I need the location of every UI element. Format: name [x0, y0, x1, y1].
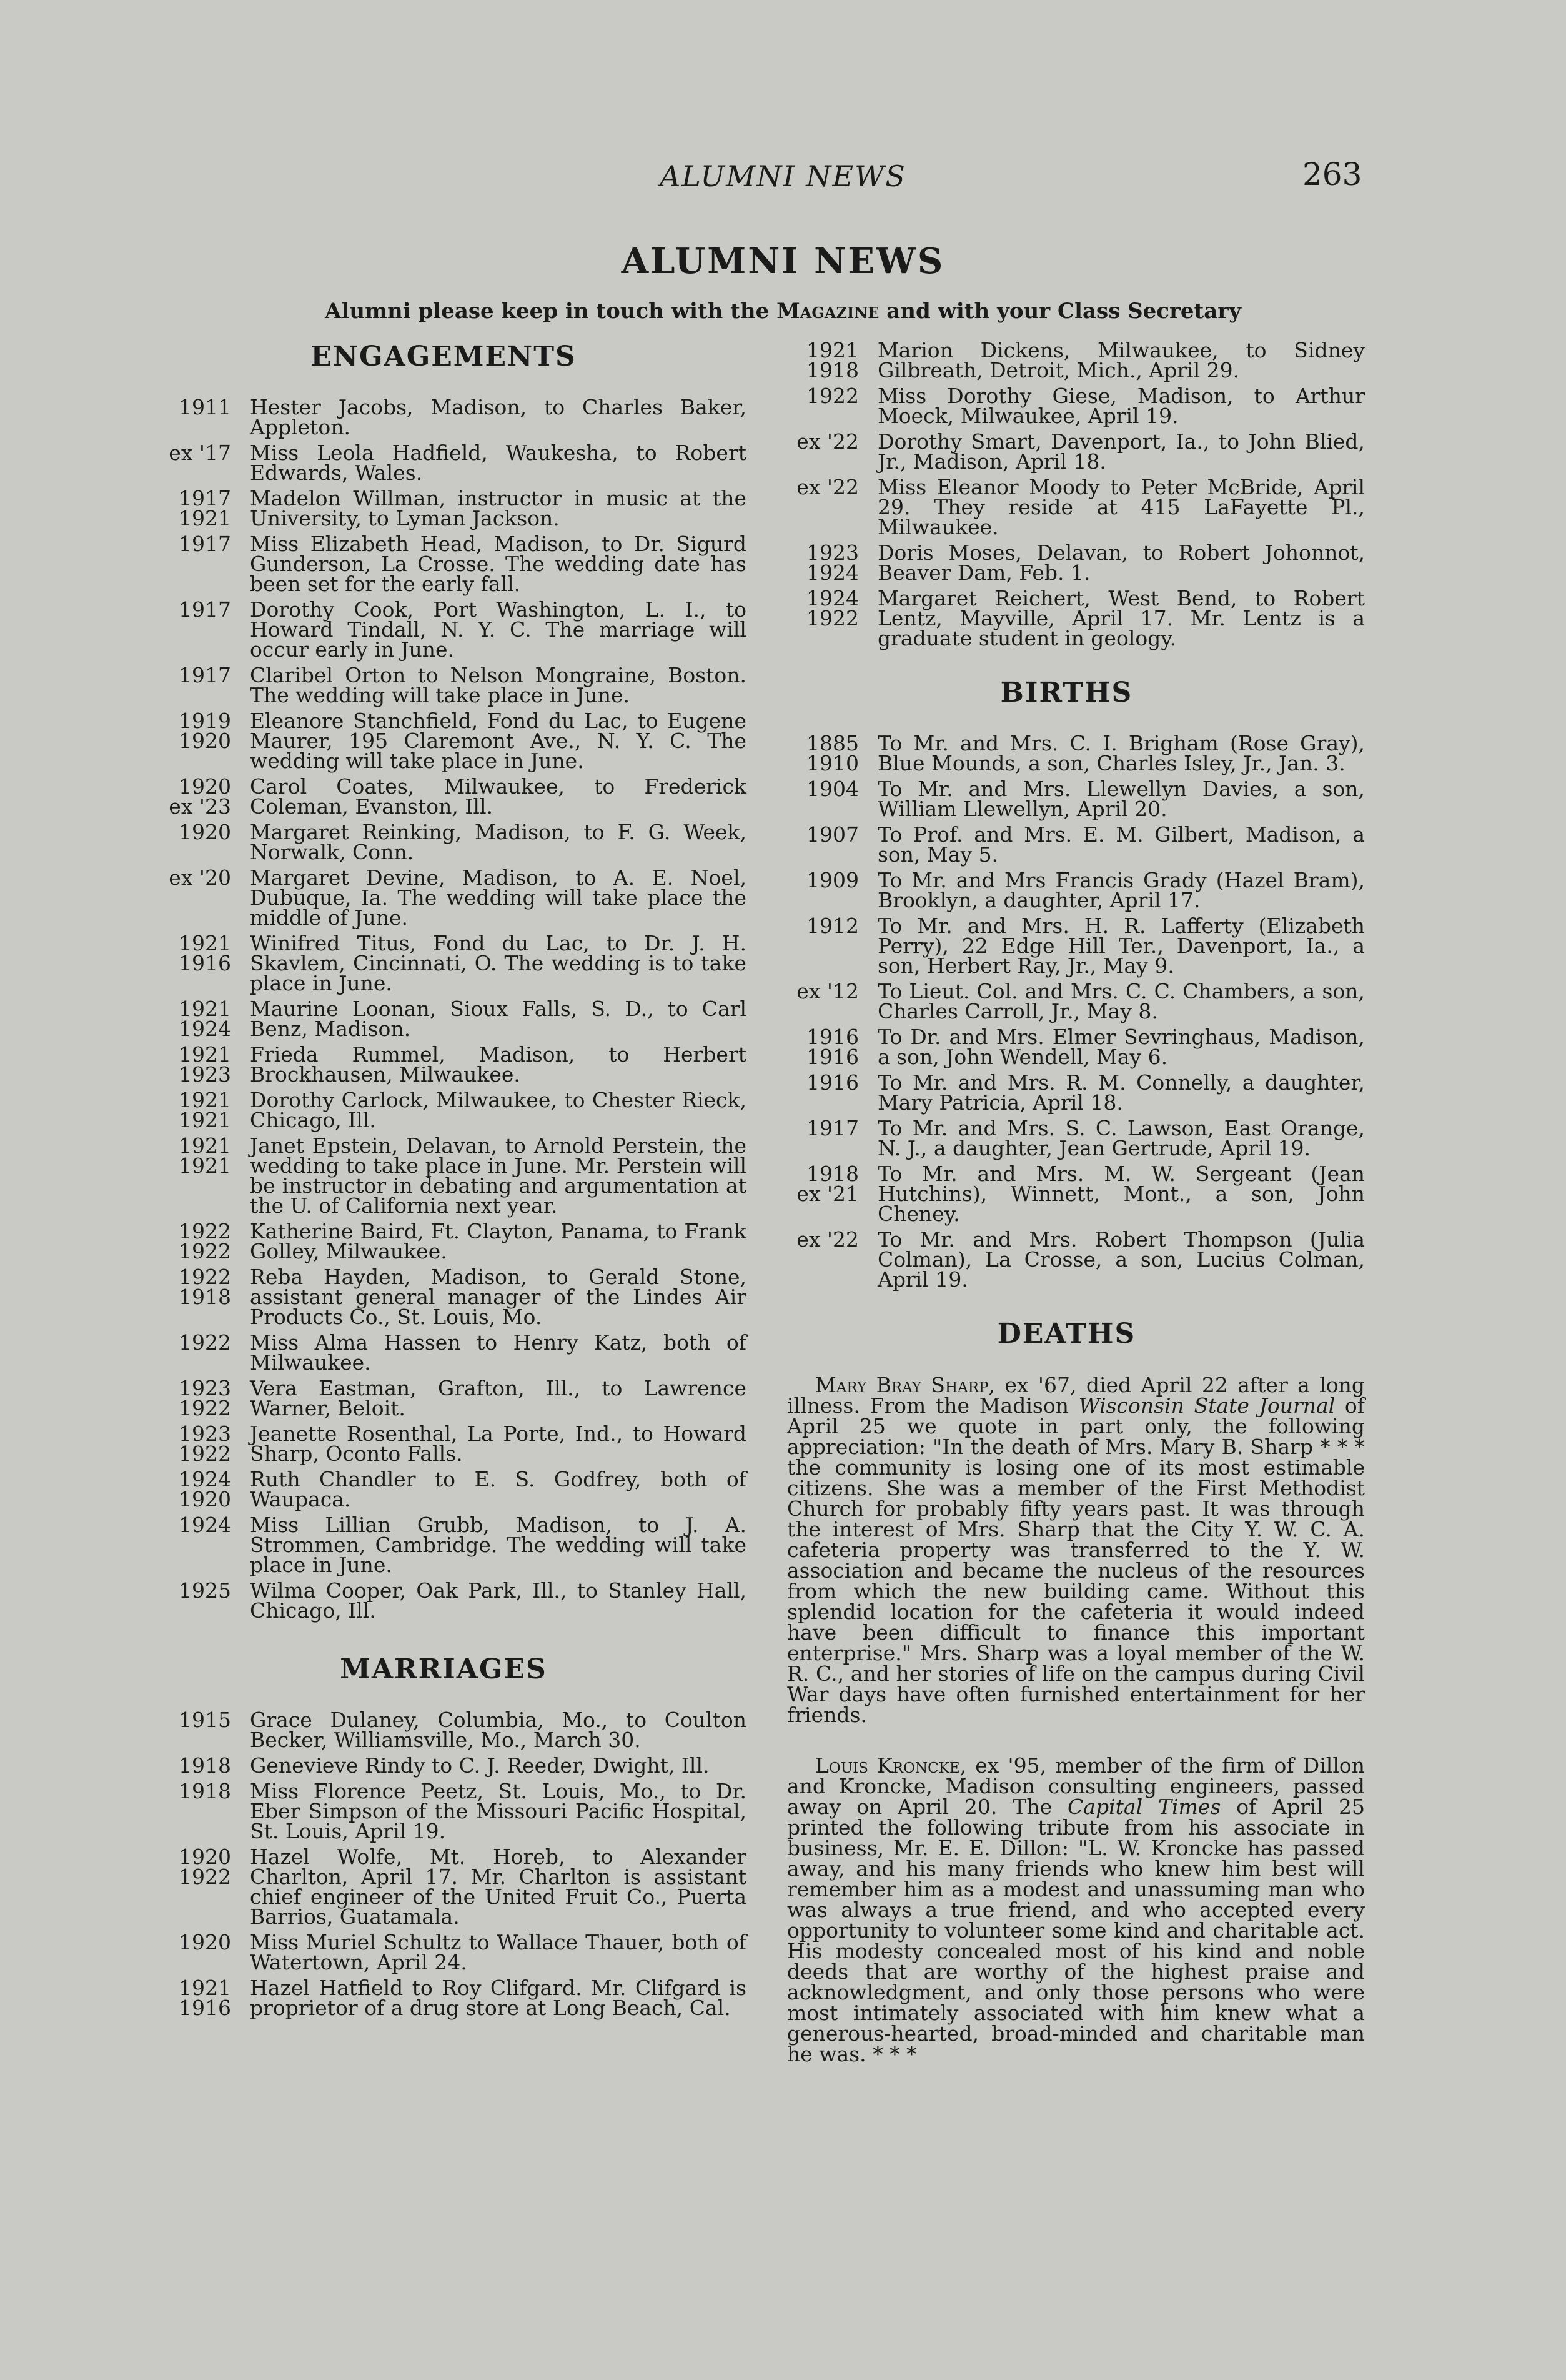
class-year: ex '20 [169, 865, 231, 890]
class-year: 1922 1918 [179, 1265, 231, 1309]
class-year: 1918 ex '21 [796, 1162, 859, 1206]
class-year: 1921 1923 [179, 1042, 231, 1087]
list-item [768, 1227, 1365, 1292]
list-item [141, 1753, 746, 1778]
entry-text: To Mr. and Mrs. H. R. Lafferty (Elizabeth Perry), 22 Edge Hill Ter., Davenport, Ia., a son, Herbert Ray, Jr., May 9. [878, 914, 1365, 978]
obituary-text: , ex '67, died April 22 after a long illness. From the Madison [787, 1373, 1365, 1418]
subtitle-before: Alumni please keep in touch with the [325, 299, 770, 324]
entry-text: Miss Lillian Grubb, Madison, to J. A. Strommen, Cambridge. The wedding will take place in June. [250, 1513, 746, 1577]
list-item [141, 1133, 746, 1218]
list-item [141, 865, 746, 930]
class-year: 1921 1916 [179, 931, 231, 975]
entry-text: Claribel Orton to Nelson Mongraine, Boston. The wedding will take place in June. [250, 663, 746, 707]
entry-text: Winifred Titus, Fond du Lac, to Dr. J. H. Skavlem, Cincinnati, O. The wedding is to take place in June. [250, 931, 746, 995]
list-item [768, 586, 1365, 650]
entry-text: Doris Moses, Delavan, to Robert Johonnot, Beaver Dam, Feb. 1. [878, 540, 1365, 585]
class-year: 1924 [179, 1513, 231, 1537]
entry-text: Margaret Reinking, Madison, to F. G. Week, Norwalk, Conn. [250, 820, 746, 864]
list-item [768, 429, 1365, 474]
list-item [141, 1090, 746, 1130]
class-year: 1920 [179, 1930, 231, 1954]
entry-text: Wilma Cooper, Oak Park, Ill., to Stanley Hall, Chicago, Ill. [250, 1578, 746, 1623]
list-item [141, 597, 746, 662]
list-item [141, 1267, 746, 1327]
class-year: 1917 [179, 597, 231, 622]
newspaper-name: Capital Times [1068, 1795, 1221, 1819]
entry-text: Miss Eleanor Moody to Peter McBride, April 29. They reside at 415 LaFayette Pl., Milwaukee. [878, 475, 1365, 539]
entry-text: Ruth Chandler to E. S. Godfrey, both of Waupaca. [250, 1467, 746, 1511]
class-year: 1917 1921 [179, 486, 231, 530]
entry-text: Margaret Reichert, West Bend, to Robert Lentz, Mayville, April 17. Mr. Lentz is a graduate student in geology. [878, 586, 1365, 650]
entry-text: Miss Elizabeth Head, Madison, to Dr. Sigurd Gunderson, La Crosse. The wedding date has been set for the early fall. [250, 532, 746, 596]
list-item [768, 386, 1365, 426]
entry-text: To Mr. and Mrs. C. I. Brigham (Rose Gray), Blue Mounds, a son, Charles Isley, Jr., Jan. 3. [878, 731, 1365, 775]
class-year: 1923 1922 [179, 1422, 231, 1466]
class-year: 1921 1921 [179, 1133, 231, 1178]
list-item [768, 731, 1365, 775]
list-item [768, 540, 1365, 585]
class-year: 1909 [806, 868, 859, 892]
class-year: ex '22 [796, 1227, 859, 1252]
list-item [141, 1515, 746, 1575]
page-number: 263 [1302, 156, 1362, 192]
marriages-list [141, 1710, 746, 2018]
entry-text: To Mr. and Mrs. Robert Thompson (Julia Colman), La Crosse, a son, Lucius Colman, April 19. [878, 1227, 1365, 1292]
engagements-heading: ENGAGEMENTS [310, 341, 577, 372]
list-item [141, 1467, 746, 1511]
entry-text: Margaret Devine, Madison, to A. E. Noel, Dubuque, Ia. The wedding will take place the middle of June. [250, 865, 746, 930]
entry-text: Miss Dorothy Giese, Madison, to Arthur Moeck, Milwaukee, April 19. [878, 384, 1365, 428]
class-year: 1921 1916 [179, 1976, 231, 2020]
list-item [141, 931, 746, 995]
list-item [141, 534, 746, 594]
entry-text: Marion Dickens, Milwaukee, to Sidney Gilbreath, Detroit, Mich., April 29. [878, 338, 1365, 382]
class-year: 1924 1920 [179, 1467, 231, 1511]
entry-text: Hester Jacobs, Madison, to Charles Baker, Appleton. [250, 395, 746, 439]
class-year: 1904 [806, 777, 859, 801]
list-item [141, 443, 746, 483]
class-year: 1923 1924 [806, 540, 859, 585]
class-year: ex '22 [796, 429, 859, 454]
list-item [768, 916, 1365, 976]
list-item [768, 1164, 1365, 1224]
class-year: 1916 [806, 1070, 859, 1095]
entry-text: To Dr. and Mrs. Elmer Sevringhaus, Madison, a son, John Wendell, May 6. [878, 1025, 1365, 1069]
obituary-text: , ex '95, member of the firm of Dillon and Kroncke, Madison consulting engineers, passed away on April 20. The [787, 1753, 1365, 1819]
obituary-name: Louis Kroncke [815, 1753, 960, 1778]
class-year: 1918 [179, 1753, 231, 1778]
entry-text: To Mr. and Mrs. Llewellyn Davies, a son, William Llewellyn, April 20. [878, 777, 1365, 821]
entry-text: To Prof. and Mrs. E. M. Gilbert, Madison, a son, May 5. [878, 822, 1365, 867]
list-item [768, 822, 1365, 867]
list-item [141, 1330, 746, 1375]
class-year: 1924 1922 [806, 586, 859, 630]
births-list [768, 731, 1365, 1292]
list-item [141, 999, 746, 1039]
entry-text: Miss Muriel Schultz to Wallace Thauer, both of Watertown, April 24. [250, 1930, 746, 1974]
entry-text: Maurine Loonan, Sioux Falls, S. D., to Carl Benz, Madison. [250, 997, 746, 1041]
list-item [141, 1378, 746, 1418]
list-item [141, 1578, 746, 1623]
engagements-list [141, 397, 746, 1621]
class-year: ex '22 [796, 475, 859, 499]
entry-text: Miss Florence Peetz, St. Louis, Mo., to Dr. Eber Simpson of the Missouri Pacific Hospital, St. Louis, April 19. [250, 1779, 746, 1843]
class-year: 1922 [179, 1330, 231, 1355]
entry-text: Eleanore Stanchfield, Fond du Lac, to Eugene Maurer, 195 Claremont Ave., N. Y. C. The wedding will take place in June. [250, 709, 746, 773]
class-year: ex '17 [169, 441, 231, 465]
list-item [768, 1070, 1365, 1115]
class-year: 1911 [179, 395, 231, 419]
left-column [141, 341, 746, 2024]
entry-text: Madelon Willman, instructor in music at the University, to Lyman Jackson. [250, 486, 746, 530]
entry-text: Miss Alma Hassen to Henry Katz, both of Milwaukee. [250, 1330, 746, 1375]
list-item [141, 1930, 746, 1974]
class-year: 1919 1920 [179, 709, 231, 753]
entry-text: Miss Leola Hadfield, Waukesha, to Robert Edwards, Wales. [250, 441, 746, 485]
entry-text: Frieda Rummel, Madison, to Herbert Brockhausen, Milwaukee. [250, 1042, 746, 1087]
deaths-heading: DEATHS [997, 1318, 1136, 1350]
page-title: ALUMNI NEWS [621, 241, 945, 282]
class-year: 1920 ex '23 [169, 774, 231, 819]
list-item [768, 338, 1365, 382]
class-year: 1923 1922 [179, 1376, 231, 1420]
entry-text: To Mr. and Mrs. M. W. Sergeant (Jean Hutchins), Winnett, Mont., a son, John Cheney. [878, 1162, 1365, 1226]
list-item [768, 1027, 1365, 1067]
list-item [768, 779, 1365, 819]
entry-text: Vera Eastman, Grafton, Ill., to Lawrence Warner, Beloit. [250, 1376, 746, 1420]
obituary-sharp [787, 1375, 1365, 1725]
list-item [141, 1710, 746, 1750]
entry-text: To Lieut. Col. and Mrs. C. C. Chambers, a son, Charles Carroll, Jr., May 8. [878, 979, 1365, 1023]
list-item [141, 774, 746, 819]
class-year: 1907 [806, 822, 859, 847]
entry-text: Genevieve Rindy to C. J. Reeder, Dwight, Ill. [250, 1753, 710, 1778]
entry-text: Carol Coates, Milwaukee, to Frederick Coleman, Evanston, Ill. [250, 774, 746, 819]
list-item [141, 822, 746, 862]
entry-text: Dorothy Smart, Davenport, Ia., to John Blied, Jr., Madison, April 18. [878, 429, 1365, 474]
births-heading: BIRTHS [1000, 677, 1133, 709]
class-year: 1885 1910 [806, 731, 859, 775]
entry-text: Dorothy Carlock, Milwaukee, to Chester Rieck, Chicago, Ill. [250, 1088, 746, 1132]
list-item [768, 979, 1365, 1023]
subtitle [0, 299, 1566, 324]
entry-text: Hazel Wolfe, Mt. Horeb, to Alexander Charlton, April 17. Mr. Charlton is assistant chief engineer of the United Fruit Co., Puerta Barrios, Guatamala. [250, 1845, 746, 1929]
class-year: 1925 [179, 1578, 231, 1603]
list-item [141, 397, 746, 437]
newspaper-name: Wisconsin State Journal [1078, 1393, 1336, 1418]
list-item [141, 1424, 746, 1464]
entry-text: Hazel Hatfield to Roy Clifgard. Mr. Clifgard is proprietor of a drug store at Long Beach, Cal. [250, 1976, 746, 2020]
marriages-heading: MARRIAGES [340, 1653, 547, 1685]
class-year: 1922 1922 [179, 1219, 231, 1263]
subtitle-after: and with your Class Secretary [886, 299, 1241, 324]
list-item [768, 477, 1365, 537]
entry-text: Grace Dulaney, Columbia, Mo., to Coulton Becker, Williamsville, Mo., March 30. [250, 1708, 746, 1752]
obituary-text: of April 25 printed the following tribute from his associate in business, Mr. E. E. Dillon: "L. W. Kroncke has passed away, and his many friends who knew him best will remember him as a modest and unassuming man who was always a true friend, and who accepted every opportunity to volunteer some kind and charitable act. His modesty concealed most of his kind and noble deeds that are worthy of the highest praise and acknowledgment, and only those persons who were most intimately associated with him knew what a generous-hearted, broad-minded and charitable man he was. * * * [787, 1795, 1365, 2066]
class-year: 1920 1922 [179, 1845, 231, 1889]
class-year: 1917 [179, 663, 231, 687]
list-item [141, 1781, 746, 1841]
list-item [141, 1042, 746, 1087]
running-title: ALUMNI NEWS [660, 159, 906, 193]
list-item [141, 711, 746, 771]
class-year: 1921 1921 [179, 1088, 231, 1132]
list-item [141, 665, 746, 705]
list-item [141, 1978, 746, 2018]
class-year: ex '12 [796, 979, 859, 1003]
list-item [141, 1847, 746, 1927]
marriages-continued-list [768, 338, 1365, 650]
entry-text: Dorothy Cook, Port Washington, L. I., to Howard Tindall, N. Y. C. The marriage will occur early in June. [250, 597, 746, 662]
class-year: 1916 1916 [806, 1025, 859, 1069]
class-year: 1912 [806, 914, 859, 938]
class-year: 1922 [806, 384, 859, 408]
entry-text: Janet Epstein, Delavan, to Arnold Perstein, the wedding to take place in June. Mr. Perstein will be instructor in debating and argumentation at the U. of California next year. [250, 1133, 746, 1218]
list-item [768, 1118, 1365, 1158]
class-year: 1920 [179, 820, 231, 844]
entry-text: Katherine Baird, Ft. Clayton, Panama, to Frank Golley, Milwaukee. [250, 1219, 746, 1263]
class-year: 1917 [806, 1116, 859, 1140]
subtitle-magazine: Magazine [776, 299, 880, 324]
class-year: 1921 1924 [179, 997, 231, 1041]
class-year: 1921 1918 [806, 338, 859, 382]
right-column [768, 338, 1365, 2094]
class-year: 1917 [179, 532, 231, 556]
list-item [768, 870, 1365, 910]
obituary-name: Mary Bray Sharp [815, 1373, 989, 1397]
entry-text: Jeanette Rosenthal, La Porte, Ind., to Howard Sharp, Oconto Falls. [250, 1422, 746, 1466]
list-item [141, 486, 746, 530]
class-year: 1918 [179, 1779, 231, 1803]
entry-text: To Mr. and Mrs. R. M. Connelly, a daughter, Mary Patricia, April 18. [878, 1070, 1365, 1115]
list-item [141, 1219, 746, 1263]
entry-text: To Mr. and Mrs. S. C. Lawson, East Orange, N. J., a daughter, Jean Gertrude, April 19. [878, 1116, 1365, 1160]
obituary-kroncke [787, 1755, 1365, 2064]
class-year: 1915 [179, 1708, 231, 1732]
obituary-text: of April 25 we quote in part only, the following appreciation: "In the death of Mrs. Mary B. Sharp * * * the community is losing one of its most estimable citizens. She was a member of the First Methodist Church for probably fifty years past. It was through the interest of Mrs. Sharp that the City Y. W. C. A. cafeteria property was transferred to the Y. W. association and became the nucleus of the resources from which the new building came. Without this splendid location for the cafeteria it would indeed have been difficult to finance this important enterprise." Mrs. Sharp was a loyal member of the W. R. C., and her stories of life on the campus during Civil War days have often furnished entertainment for her friends. [787, 1393, 1365, 1727]
entry-text: To Mr. and Mrs Francis Grady (Hazel Bram), Brooklyn, a daughter, April 17. [878, 868, 1365, 912]
entry-text: Reba Hayden, Madison, to Gerald Stone, assistant general manager of the Lindes Air Products Co., St. Louis, Mo. [250, 1265, 746, 1329]
